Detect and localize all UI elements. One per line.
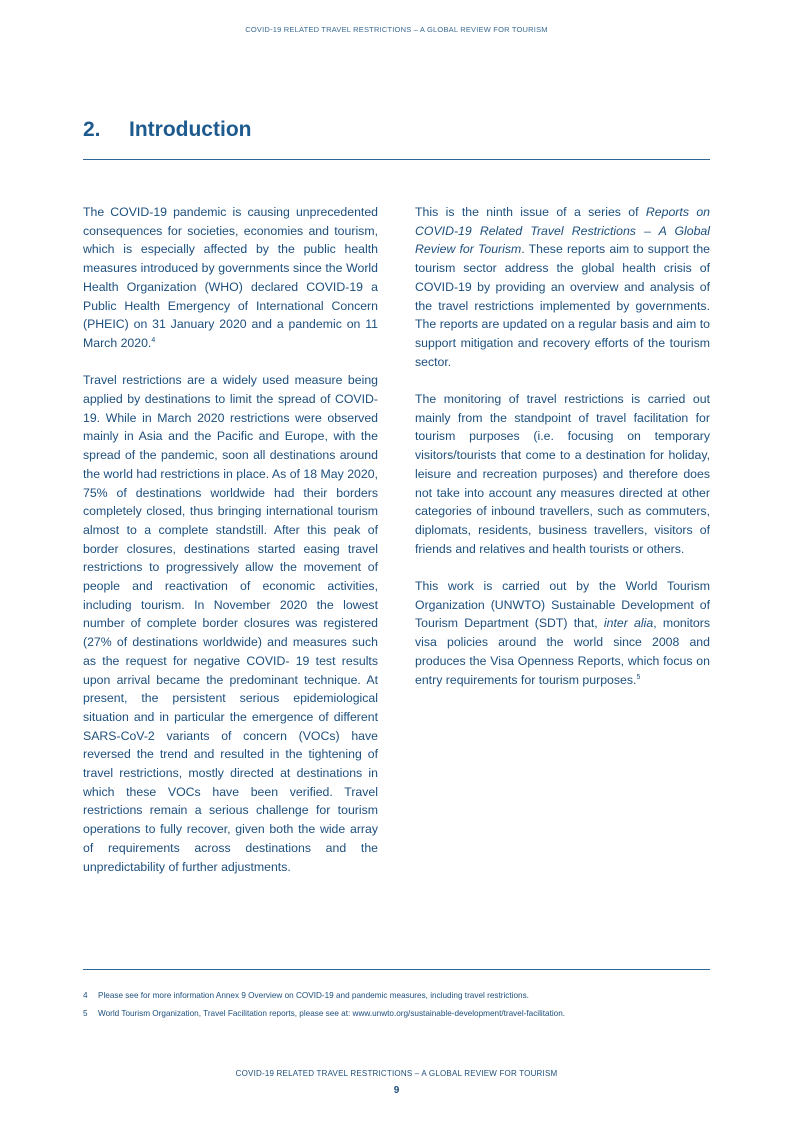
- footnote-divider: [83, 969, 710, 970]
- footnote-ref[interactable]: 5: [636, 673, 641, 681]
- right-column: [415, 203, 710, 708]
- report-series-title: Reports on COVID-19 Related Travel Restrictions – A Global Review for Tourism: [415, 205, 710, 257]
- paragraph: [415, 203, 710, 371]
- paragraph: [415, 577, 710, 689]
- page-number: 9: [393, 1085, 400, 1096]
- footnotes: [83, 991, 710, 1027]
- footnote: [83, 1009, 710, 1018]
- paragraph-text: The COVID-19 pandemic is causing unprecedented consequences for societies, economies and tourism, which is especially affected by the public health measures introduced by governments since the World Health Organization (WHO) declared COVID-19 a Public Health Emergency of International Concern (PHEIC) on 31 January 2020 and a pandemic on 11 March 2020.: [83, 205, 378, 350]
- footnote-text[interactable]: World Tourism Organization, Travel Facilitation reports, please see at: www.unwto.org/sustainable-development/travel-facilitation.: [98, 1009, 566, 1018]
- paragraph: The monitoring of travel restrictions is carried out mainly from the standpoint of travel facilitation for tourism purposes (i.e. focusing on temporary visitors/tourists that come to a destination for holiday, leisure and recreation purposes) and therefore does not take into account any measures directed at other categories of inbound travellers, such as commuters, diplomats, residents, business travellers, visitors of friends and relatives and health tourists or others.: [415, 392, 710, 556]
- paragraph: [83, 203, 378, 353]
- footer-title: COVID-19 RELATED TRAVEL RESTRICTIONS – A GLOBAL REVIEW FOR TOURISM: [235, 1069, 558, 1078]
- section-title-text: Introduction: [129, 118, 252, 141]
- paragraph-text: This work is carried out by the World Tourism Organization (UNWTO) Sustainable Development of Tourism Department (SDT) that,: [415, 579, 710, 631]
- section-title: [83, 118, 710, 142]
- footnote-number: 4: [83, 991, 88, 1000]
- footnote: [83, 991, 710, 1000]
- paragraph-text: , monitors visa policies around the world since 2008 and produces the Visa Openness Reports, which focus on entry requirements for tourism purposes.: [415, 616, 710, 687]
- paragraph-text: . These reports aim to support the tourism sector address the global health crisis of COVID-19 by providing an overview and analysis of the travel restrictions implemented by governments. The reports are updated on a regular basis and aim to support mitigation and recovery efforts of the tourism sector.: [415, 242, 710, 369]
- footnote-text: Please see for more information Annex 9 Overview on COVID-19 and pandemic measures, including travel restrictions.: [98, 991, 529, 1000]
- footnote-ref[interactable]: 4: [151, 336, 156, 344]
- italic-term: inter alia: [603, 616, 654, 631]
- paragraph-text: This is the ninth issue of a series of: [415, 205, 646, 219]
- footnote-number: 5: [83, 1009, 88, 1018]
- left-column: [83, 203, 378, 895]
- section-number: 2.: [83, 118, 101, 141]
- title-divider: [83, 159, 710, 160]
- running-head: COVID-19 RELATED TRAVEL RESTRICTIONS – A GLOBAL REVIEW FOR TOURISM: [245, 25, 548, 34]
- paragraph: Travel restrictions are a widely used measure being applied by destinations to limit the spread of COVID-19. While in March 2020 restrictions were observed mainly in Asia and the Pacific and Europe, with the spread of the pandemic, soon all destinations around the world had restrictions in place. As of 18 May 2020, 75% of destinations worldwide had their borders completely closed, thus bringing international tourism almost to a complete standstill. After this peak of border closures, destinations started easing travel restrictions to progressively allow the movement of people and reactivation of economic activities, including tourism. In November 2020 the lowest number of complete border closures was registered (27% of destinations worldwide) and measures such as the request for negative COVID- 19 test results upon arrival became the predominant technique. At present, the persistent serious epidemiological situation and in particular the emergence of different SARS-CoV-2 variants of concern (VOCs) have reversed the trend and resulted in the tightening of travel restrictions, mostly directed at destinations in which these VOCs have been verified. Travel restrictions remain a serious challenge for tourism operations to fully recover, given both the wide array of requirements across destinations and the unpredictability of further adjustments.: [83, 373, 378, 874]
